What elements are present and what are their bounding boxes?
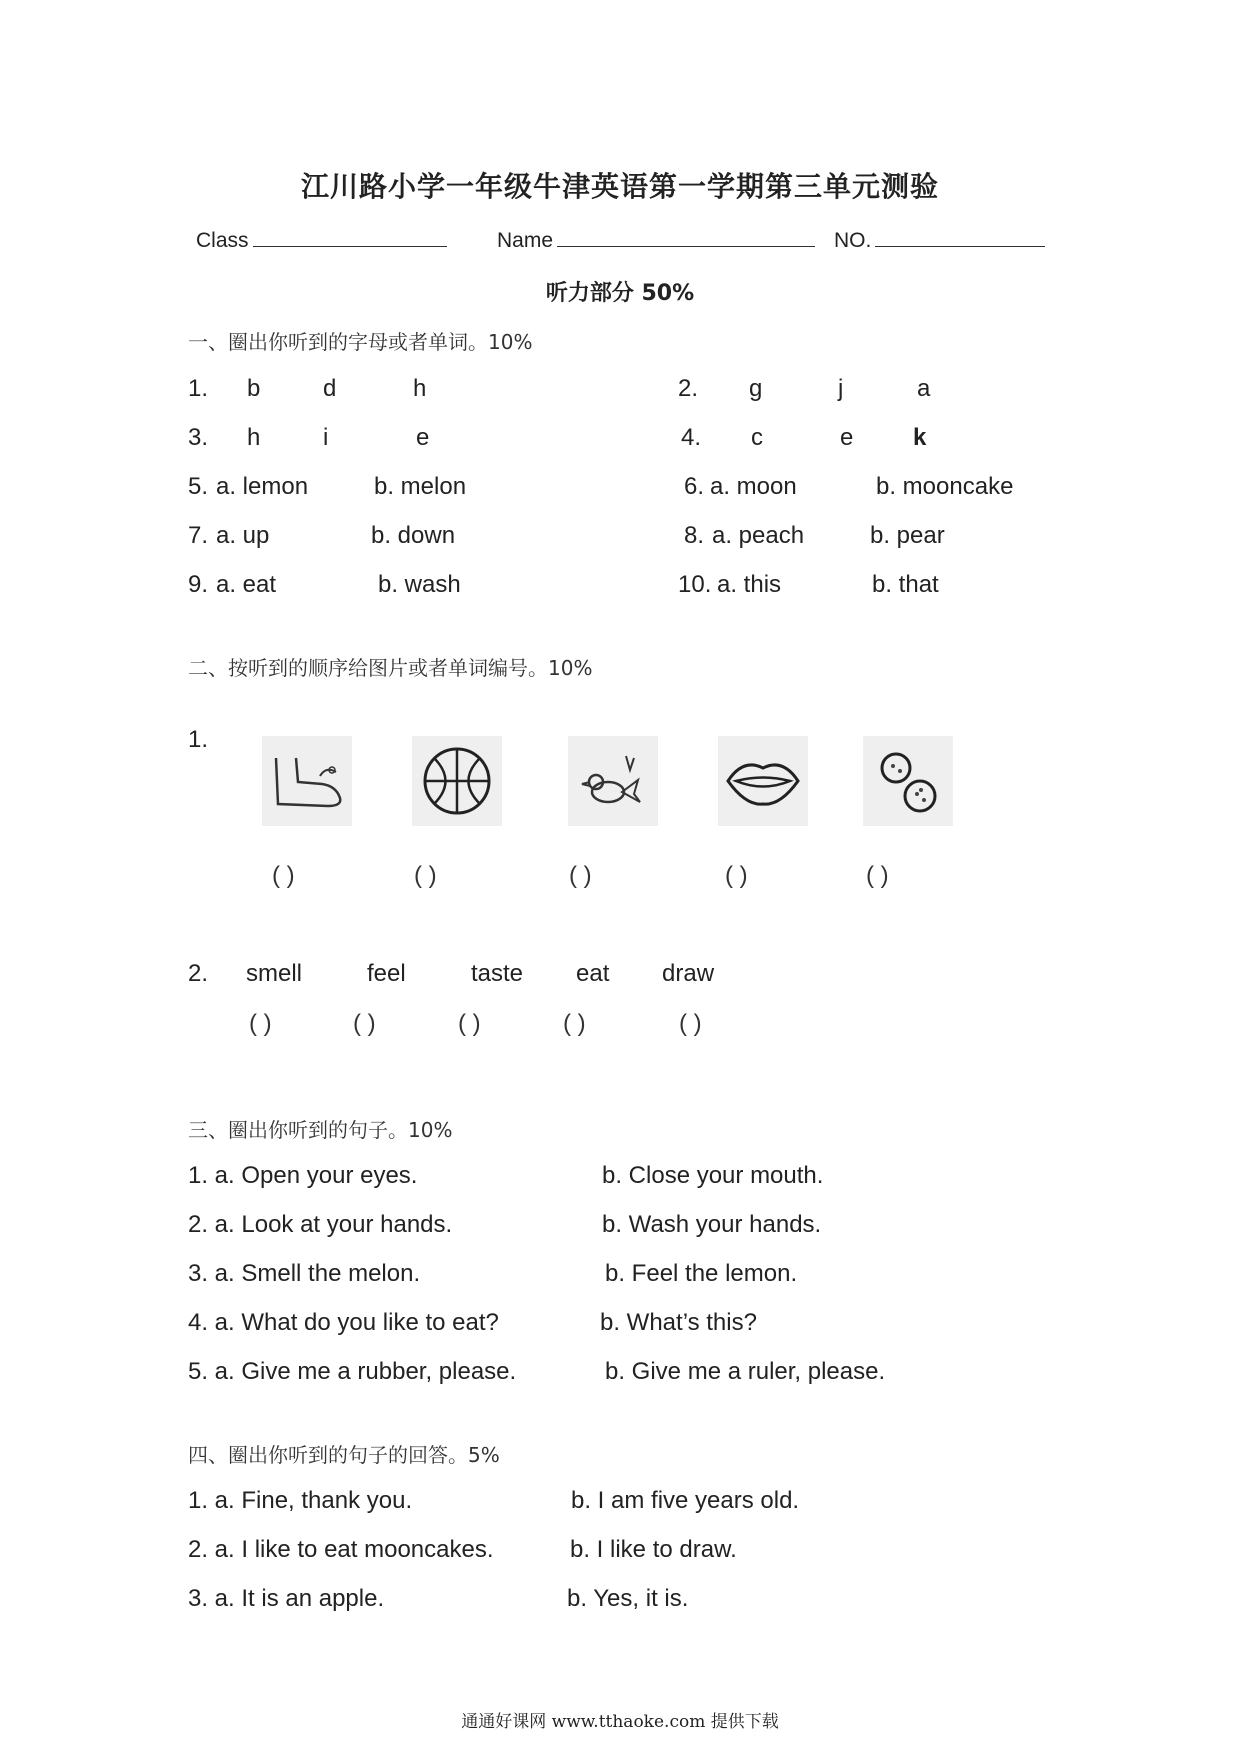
- answer-blank[interactable]: ( ): [272, 862, 295, 889]
- page-title: 江川路小学一年级牛津英语第一学期第三单元测验: [300, 170, 939, 203]
- section2-heading: 二、按听到的顺序给图片或者单词编号。10%: [188, 656, 593, 680]
- section3-heading: 三、圈出你听到的句子。10%: [188, 1118, 453, 1142]
- q4-option: c: [751, 424, 763, 451]
- name-blank: [557, 228, 815, 247]
- q7-option-a: a. up: [216, 522, 270, 549]
- s4-option-a: 3. a. It is an apple.: [188, 1585, 385, 1612]
- q3-option: e: [416, 424, 430, 451]
- q2-option: j: [838, 375, 844, 402]
- ball-picture: [412, 736, 502, 826]
- s3-option-b: b. What’s this?: [600, 1309, 757, 1336]
- answer-blank[interactable]: ( ): [569, 862, 592, 889]
- s3-option-b: b. Close your mouth.: [602, 1162, 824, 1189]
- q2-number: 2.: [678, 375, 699, 402]
- q9-option-a: a. eat: [216, 571, 277, 598]
- section4-heading: 四、圈出你听到的句子的回答。5%: [188, 1443, 500, 1467]
- word-option: draw: [662, 960, 715, 987]
- name-label: Name: [497, 229, 554, 252]
- q5-option-a: a. lemon: [216, 473, 309, 500]
- word-option: smell: [246, 960, 303, 987]
- s4-option-a: 2. a. I like to eat mooncakes.: [188, 1536, 494, 1563]
- section1-heading: 一、圈出你听到的字母或者单词。10%: [188, 330, 533, 354]
- class-blank: [253, 228, 447, 247]
- word-option: eat: [576, 960, 610, 987]
- foot-picture: [262, 736, 352, 826]
- q2-option: a: [917, 375, 931, 402]
- section-subtitle: 听力部分 50%: [545, 281, 695, 306]
- s4-option-a: 1. a. Fine, thank you.: [188, 1487, 413, 1514]
- q1-option: h: [413, 375, 427, 402]
- class-label: Class: [196, 229, 249, 252]
- q8-option-b: b. pear: [870, 522, 945, 549]
- q6-option-a: a. moon: [710, 473, 797, 500]
- q2-option: g: [749, 375, 763, 402]
- bird-picture: [568, 736, 658, 826]
- s3-option-b: b. Give me a ruler, please.: [605, 1358, 886, 1385]
- answer-blank[interactable]: ( ): [458, 1010, 481, 1037]
- q10-number: 10.: [678, 571, 712, 598]
- answer-blank[interactable]: ( ): [414, 862, 437, 889]
- word-option: taste: [471, 960, 524, 987]
- s4-option-b: b. I am five years old.: [571, 1487, 800, 1514]
- q4-number: 4.: [681, 424, 702, 451]
- q1-option: b: [247, 375, 261, 402]
- q6-option-b: b. mooncake: [876, 473, 1014, 500]
- q8-number: 8.: [684, 522, 705, 549]
- q7-number: 7.: [188, 522, 209, 549]
- q5-number: 5.: [188, 473, 209, 500]
- q6-number: 6.: [684, 473, 705, 500]
- answer-blank[interactable]: ( ): [563, 1010, 586, 1037]
- s3-option-b: b. Wash your hands.: [602, 1211, 822, 1238]
- q7-option-b: b. down: [371, 522, 456, 549]
- answer-blank[interactable]: ( ): [866, 862, 889, 889]
- s3-option-a: 1. a. Open your eyes.: [188, 1162, 418, 1189]
- s4-option-b: b. Yes, it is.: [567, 1585, 689, 1612]
- answer-blank[interactable]: ( ): [353, 1010, 376, 1037]
- class-field: [196, 228, 447, 253]
- q3-number: 3.: [188, 424, 209, 451]
- s3-option-b: b. Feel the lemon.: [605, 1260, 798, 1287]
- footer-credit: 通通好课网 www.tthaoke.com 提供下载: [461, 1712, 779, 1732]
- word-option: feel: [367, 960, 406, 987]
- sweets-picture: [863, 736, 953, 826]
- q3-option: i: [323, 424, 329, 451]
- s2-q2-number: 2.: [188, 960, 209, 987]
- s3-option-a: 5. a. Give me a rubber, please.: [188, 1358, 517, 1385]
- q9-option-b: b. wash: [378, 571, 461, 598]
- s3-option-a: 4. a. What do you like to eat?: [188, 1309, 499, 1336]
- s2-q1-number: 1.: [188, 726, 209, 753]
- answer-blank[interactable]: ( ): [679, 1010, 702, 1037]
- no-label: NO.: [834, 229, 872, 252]
- q1-number: 1.: [188, 375, 209, 402]
- answer-blank[interactable]: ( ): [725, 862, 748, 889]
- q1-option: d: [323, 375, 337, 402]
- mouth-picture: [718, 736, 808, 826]
- no-blank: [875, 228, 1045, 247]
- no-field: [834, 228, 1045, 253]
- name-field: [497, 228, 815, 253]
- answer-blank[interactable]: ( ): [249, 1010, 272, 1037]
- q3-option: h: [247, 424, 261, 451]
- s3-option-a: 3. a. Smell the melon.: [188, 1260, 421, 1287]
- s4-option-b: b. I like to draw.: [570, 1536, 737, 1563]
- s3-option-a: 2. a. Look at your hands.: [188, 1211, 453, 1238]
- q4-option: e: [840, 424, 854, 451]
- q8-option-a: a. peach: [712, 522, 805, 549]
- q5-option-b: b. melon: [374, 473, 467, 500]
- q10-option-a: a. this: [717, 571, 782, 598]
- q4-option: k: [913, 424, 927, 451]
- q10-option-b: b. that: [872, 571, 939, 598]
- q9-number: 9.: [188, 571, 209, 598]
